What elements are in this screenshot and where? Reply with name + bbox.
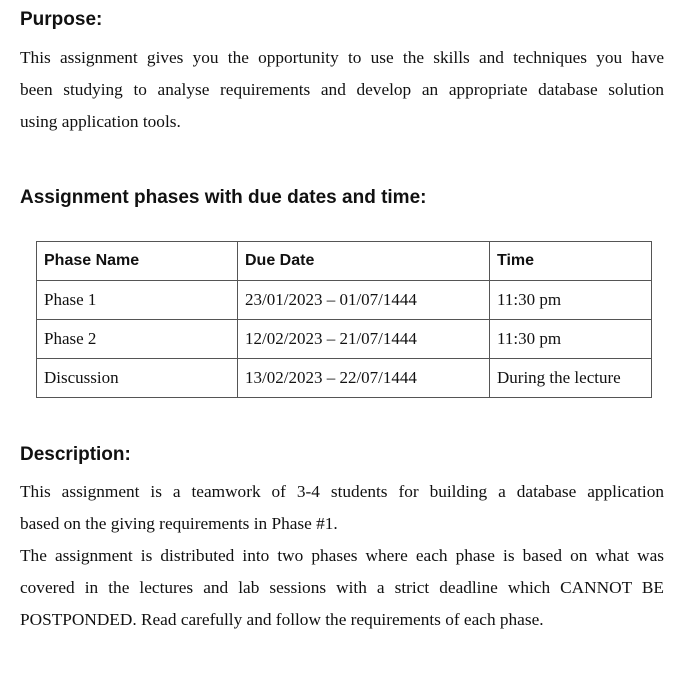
purpose-line: This assignment gives you the opportunity to use the skills and techniques you have (20, 48, 664, 67)
phase-name-cell: Discussion (37, 359, 238, 398)
description-line: This assignment is a teamwork of 3-4 students for building a database application (20, 482, 664, 501)
due-date-cell: 23/01/2023 – 01/07/1444 (238, 281, 490, 320)
table-row (37, 359, 652, 398)
purpose-line: been studying to analyse requirements and develop an appropriate database solution (20, 80, 664, 99)
description-line: based on the giving requirements in Phase #1. (20, 514, 338, 533)
phase-name-cell: Phase 2 (37, 320, 238, 359)
due-date-cell: 12/02/2023 – 21/07/1444 (238, 320, 490, 359)
phase-name-cell: Phase 1 (37, 281, 238, 320)
column-header-due-date: Due Date (238, 242, 490, 281)
purpose-line: using application tools. (20, 112, 181, 131)
time-cell: During the lecture (490, 359, 652, 398)
table-row (37, 320, 652, 359)
purpose-heading: Purpose: (20, 9, 103, 30)
description-paragraph (20, 476, 664, 636)
table-header-row (37, 242, 652, 281)
column-header-time: Time (490, 242, 652, 281)
description-line: POSTPONDED. Read carefully and follow the requirements of each phase. (20, 610, 544, 629)
time-cell: 11:30 pm (490, 281, 652, 320)
phases-table (36, 241, 652, 398)
description-line: The assignment is distributed into two phases where each phase is based on what was (20, 546, 664, 565)
due-date-cell: 13/02/2023 – 22/07/1444 (238, 359, 490, 398)
table-row (37, 281, 652, 320)
description-heading: Description: (20, 444, 131, 465)
phases-heading: Assignment phases with due dates and time: (20, 187, 427, 208)
purpose-paragraph (20, 42, 664, 138)
description-line: covered in the lectures and lab sessions with a strict deadline which CANNOT BE (20, 578, 664, 597)
column-header-phase-name: Phase Name (37, 242, 238, 281)
time-cell: 11:30 pm (490, 320, 652, 359)
